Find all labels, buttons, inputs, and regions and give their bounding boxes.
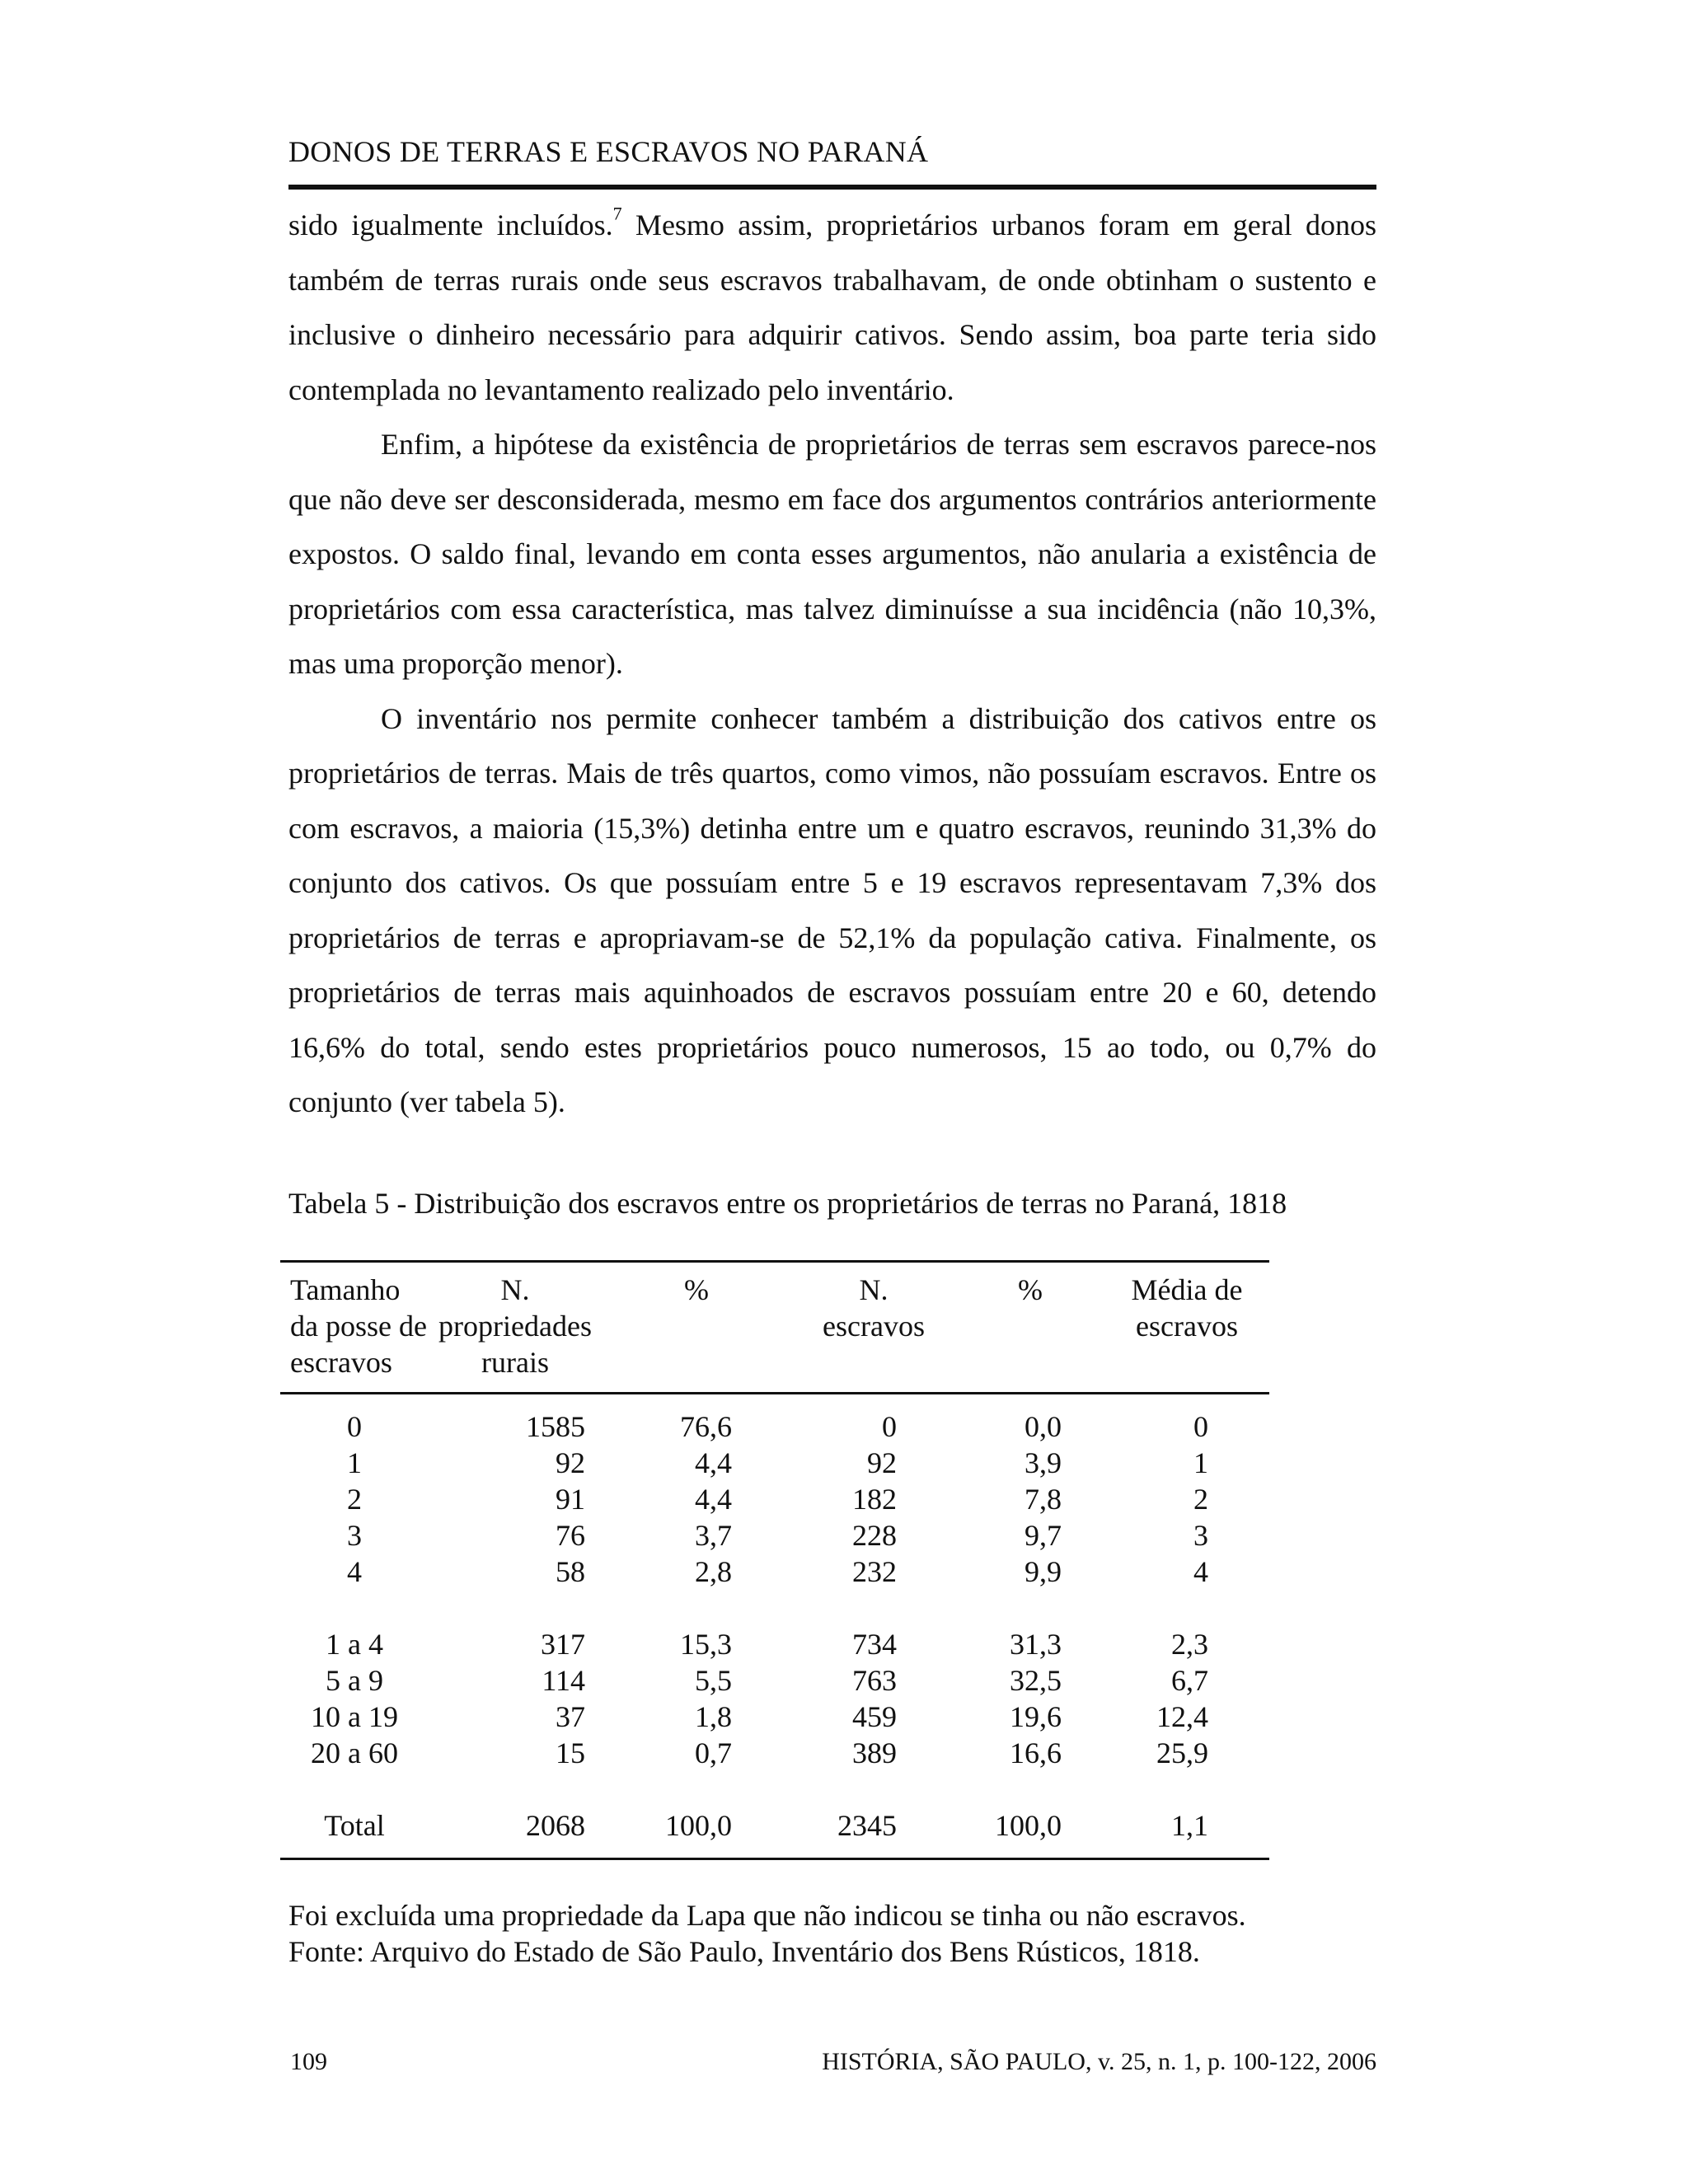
table-row: [280, 1408, 1269, 1445]
header-rule: [288, 185, 1376, 190]
cell-size: 1: [347, 1446, 362, 1479]
table-body: [280, 1408, 1269, 1844]
cell-pct-slaves: 100,0: [995, 1809, 1062, 1842]
table-row: [280, 1445, 1269, 1481]
cell-slaves: 92: [867, 1446, 897, 1479]
cell-pct-slaves: 7,8: [1025, 1483, 1062, 1516]
cell-properties: 58: [556, 1555, 585, 1588]
cell-slaves: 389: [852, 1736, 897, 1769]
paragraph-2: Enfim, a hipótese da existência de proprietários de terras sem escravos parece-nos que não deve ser desconsiderada, mesmo em face dos argumentos contrários anteriormente expostos. O saldo final, levando em conta esses argumentos, não anularia a existência de proprietários com essa característica, mas talvez diminuísse a sua incidência (não 10,3%, mas uma proporção menor).: [288, 428, 1376, 680]
table-row: [280, 1699, 1269, 1735]
cell-size: 20 a 60: [311, 1736, 398, 1769]
cell-size: 1 a 4: [326, 1628, 383, 1661]
footnote-marker[interactable]: 7: [612, 203, 622, 224]
cell-pct-properties: 3,7: [695, 1519, 732, 1552]
cell-size: Total: [324, 1809, 385, 1842]
cell-slaves: 232: [852, 1555, 897, 1588]
header-size: Tamanho da posse de escravos: [290, 1273, 427, 1379]
cell-pct-properties: 15,3: [680, 1628, 732, 1661]
cell-average: 0: [1193, 1410, 1208, 1443]
paragraph-1-rest: Mesmo assim, proprietários urbanos foram em geral donos também de terras rurais onde seus escravos trabalhavam, de onde obtinham o sustento e inclusive o dinheiro necessário para adquirir cativos. Sendo assim, boa parte teria sido contemplada no levantamento realizado pelo inventário.: [288, 209, 1377, 406]
row-group-spacer: [280, 1771, 1269, 1807]
cell-properties: 37: [556, 1700, 585, 1733]
table-note-source: Fonte: Arquivo do Estado de São Paulo, Inventário dos Bens Rústicos, 1818.: [288, 1935, 1200, 1968]
cell-pct-properties: 100,0: [665, 1809, 732, 1842]
cell-pct-properties: 5,5: [695, 1664, 732, 1697]
cell-average: 3: [1193, 1519, 1208, 1552]
cell-properties: 92: [556, 1446, 585, 1479]
cell-properties: 114: [542, 1664, 585, 1697]
cell-properties: 15: [556, 1736, 585, 1769]
header-pct-slaves: %: [1018, 1273, 1043, 1306]
cell-average: 25,9: [1156, 1736, 1208, 1769]
cell-slaves: 763: [852, 1664, 897, 1697]
table-row: [280, 1554, 1269, 1590]
table-caption: Tabela 5 - Distribuição dos escravos entre os proprietários de terras no Paraná, 1818: [288, 1187, 1287, 1220]
cell-pct-properties: 0,7: [695, 1736, 732, 1769]
table-rule-bottom: [280, 1858, 1269, 1860]
table-notes: [288, 1897, 1376, 1970]
cell-pct-slaves: 9,7: [1025, 1519, 1062, 1552]
cell-average: 2,3: [1171, 1628, 1208, 1661]
paragraph-1: [288, 198, 1376, 417]
header-properties: N. propriedades rurais: [438, 1273, 592, 1379]
cell-size: 3: [347, 1519, 362, 1552]
table-rule-mid: [280, 1392, 1269, 1394]
table-row: [280, 1735, 1269, 1771]
header-pct-properties: %: [684, 1273, 709, 1306]
table-row: [280, 1626, 1269, 1662]
cell-properties: 1585: [526, 1410, 585, 1443]
running-head: DONOS DE TERRAS E ESCRAVOS NO PARANÁ: [288, 135, 929, 168]
cell-slaves: 734: [852, 1628, 897, 1661]
cell-pct-properties: 4,4: [695, 1483, 732, 1516]
cell-size: 0: [347, 1410, 362, 1443]
cell-properties: 91: [556, 1483, 585, 1516]
cell-size: 10 a 19: [311, 1700, 398, 1733]
cell-average: 2: [1193, 1483, 1208, 1516]
cell-pct-slaves: 31,3: [1010, 1628, 1062, 1661]
journal-citation: HISTÓRIA, SÃO PAULO, v. 25, n. 1, p. 100-122, 2006: [822, 2048, 1376, 2075]
cell-pct-slaves: 32,5: [1010, 1664, 1062, 1697]
cell-pct-properties: 76,6: [680, 1410, 732, 1443]
cell-pct-slaves: 16,6: [1010, 1736, 1062, 1769]
table-rule-top: [280, 1260, 1269, 1263]
cell-slaves: 2345: [837, 1809, 897, 1842]
cell-average: 6,7: [1171, 1664, 1208, 1697]
table-note-exclusion: Foi excluída uma propriedade da Lapa que não indicou se tinha ou não escravos.: [288, 1899, 1246, 1932]
page-number: 109: [290, 2048, 327, 2075]
cell-pct-slaves: 9,9: [1025, 1555, 1062, 1588]
body-text: [288, 198, 1376, 1130]
cell-properties: 317: [541, 1628, 585, 1661]
cell-pct-properties: 4,4: [695, 1446, 732, 1479]
cell-slaves: 228: [852, 1519, 897, 1552]
paragraph-3: O inventário nos permite conhecer também a distribuição dos cativos entre os proprietários de terras. Mais de três quartos, como vimos, não possuíam escravos. Entre os com escravos, a maioria (15,3%) detinha entre um e quatro escravos, reunindo 31,3% do conjunto dos cativos. Os que possuíam entre 5 e 19 escravos representavam 7,3% dos proprietários de terras e apropriavam-se de 52,1% da população cativa. Finalmente, os proprietários de terras mais aquinhoados de escravos possuíam entre 20 e 60, detendo 16,6% do total, sendo estes proprietários pouco numerosos, 15 ao todo, ou 0,7% do conjunto (ver tabela 5).: [288, 701, 1376, 1118]
table-row: [280, 1807, 1269, 1844]
cell-slaves: 459: [852, 1700, 897, 1733]
cell-average: 12,4: [1156, 1700, 1208, 1733]
cell-average: 1: [1193, 1446, 1208, 1479]
cell-pct-properties: 2,8: [695, 1555, 732, 1588]
cell-average: 4: [1193, 1555, 1208, 1588]
cell-slaves: 0: [882, 1410, 897, 1443]
header-slaves: N. escravos: [823, 1273, 925, 1343]
cell-pct-slaves: 0,0: [1025, 1410, 1062, 1443]
table-row: [280, 1517, 1269, 1554]
cell-size: 2: [347, 1483, 362, 1516]
cell-size: 5 a 9: [326, 1664, 383, 1697]
cell-slaves: 182: [852, 1483, 897, 1516]
cell-properties: 76: [556, 1519, 585, 1552]
row-group-spacer: [280, 1590, 1269, 1626]
cell-pct-slaves: 19,6: [1010, 1700, 1062, 1733]
table-row: [280, 1662, 1269, 1699]
table-row: [280, 1481, 1269, 1517]
cell-properties: 2068: [526, 1809, 585, 1842]
cell-pct-slaves: 3,9: [1025, 1446, 1062, 1479]
header-average: Média de escravos: [1131, 1273, 1243, 1343]
cell-average: 1,1: [1171, 1809, 1208, 1842]
cell-size: 4: [347, 1555, 362, 1588]
cell-pct-properties: 1,8: [695, 1700, 732, 1733]
paragraph-1-start: sido igualmente incluídos.: [288, 209, 613, 241]
